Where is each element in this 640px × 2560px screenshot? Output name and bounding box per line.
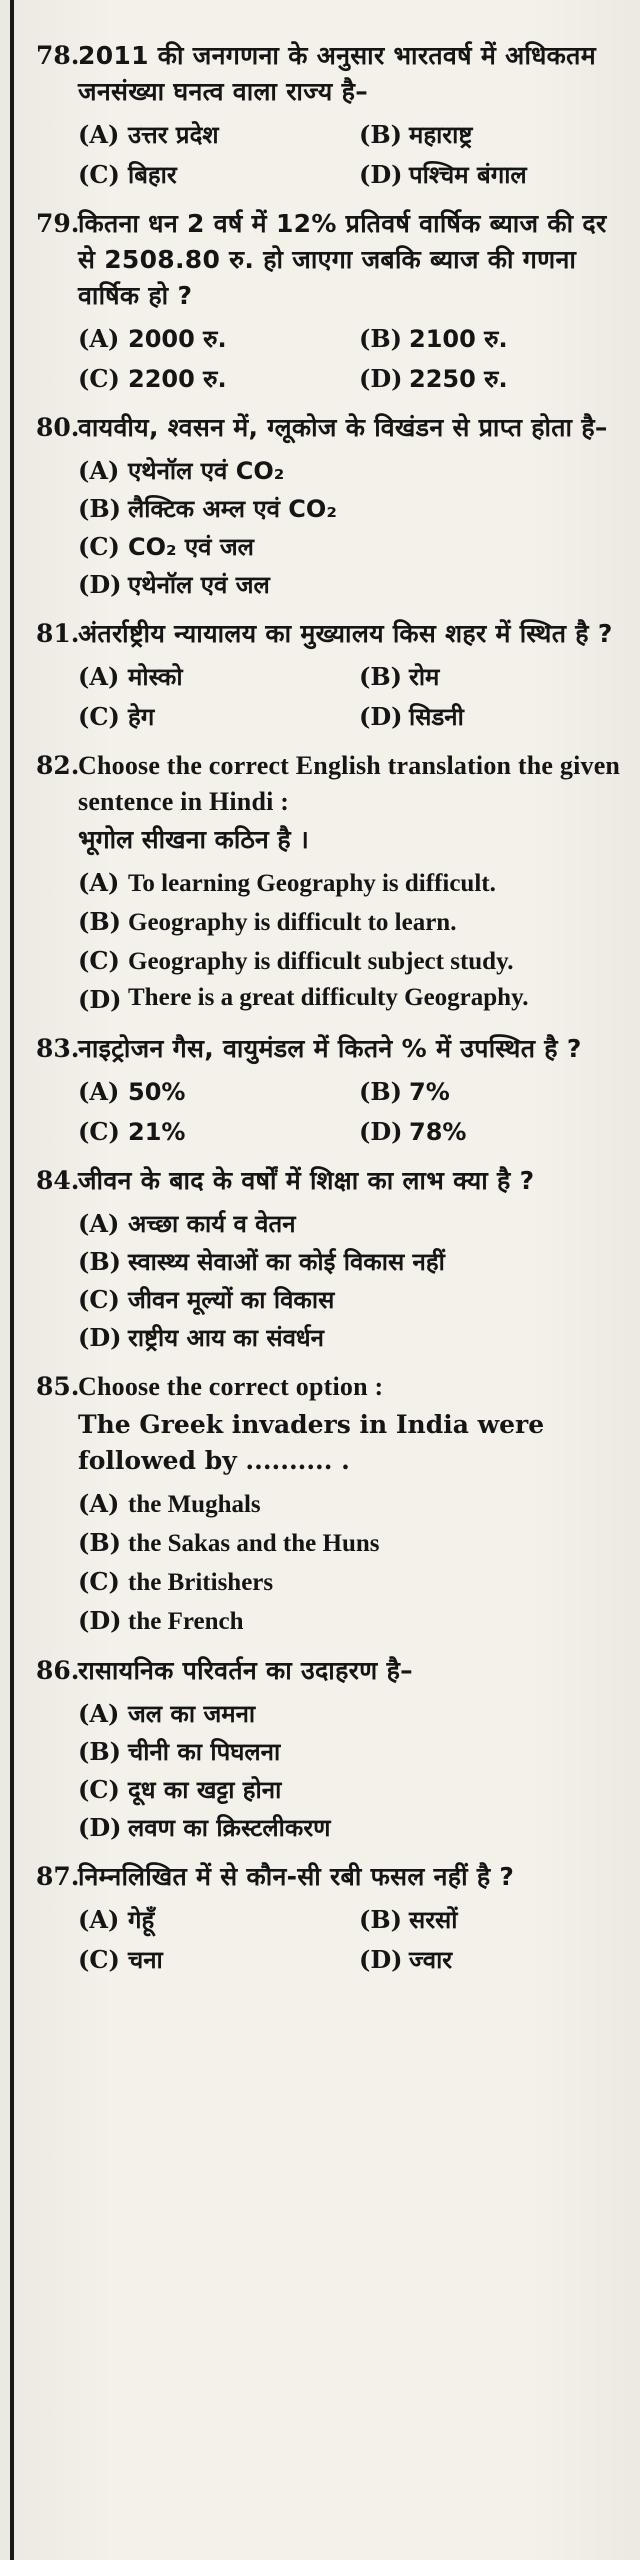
option-d: [359, 360, 622, 398]
option-a: [78, 1205, 622, 1243]
question-80: [18, 410, 622, 604]
option-label: (A): [78, 324, 120, 353]
option-label: (A): [78, 662, 120, 691]
option-label: (A): [78, 1489, 120, 1518]
option-text: 2000 रु.: [128, 325, 227, 353]
option-c: [78, 942, 622, 981]
option-text: एथेनॉल एवं जल: [128, 571, 270, 599]
option-a: [78, 1695, 622, 1733]
option-label: (D): [78, 1606, 122, 1635]
option-a: [78, 1485, 622, 1524]
option-text: ज्वार: [409, 1946, 453, 1974]
question-85: [18, 1369, 622, 1641]
options: [78, 658, 622, 736]
question-text: Choose the correct English translation the given sentence in Hindi :: [78, 751, 621, 816]
option-text: सरसों: [409, 1906, 458, 1934]
question-subtext: भूगोल सीखना कठिन है ।: [78, 825, 309, 854]
options: [78, 1901, 622, 1979]
option-text: पश्चिम बंगाल: [409, 161, 527, 189]
option-text: मोस्को: [128, 663, 183, 691]
option-label: (D): [78, 1813, 122, 1842]
option-a: [78, 452, 622, 490]
question-number: 79.: [36, 209, 80, 238]
option-a: [78, 658, 341, 696]
question-text: रासायनिक परिवर्तन का उदाहरण है–: [78, 1656, 413, 1685]
option-label: (A): [78, 1209, 120, 1238]
option-label: (D): [78, 570, 122, 599]
option-d: [78, 1602, 622, 1641]
option-label: (C): [78, 1117, 120, 1146]
option-label: (A): [78, 456, 120, 485]
question-text: वायवीय, श्वसन में, ग्लूकोज के विखंडन से प्राप्त होता है–: [78, 413, 608, 442]
option-text: 21%: [128, 1118, 186, 1146]
option-b: [359, 1073, 622, 1111]
options: [78, 1205, 622, 1357]
options: [78, 1695, 622, 1847]
question-87: [18, 1859, 622, 1979]
question-number: 81.: [36, 619, 80, 648]
option-b: [359, 320, 622, 358]
option-label: (D): [359, 1117, 403, 1146]
option-text: 2250 रु.: [409, 365, 508, 393]
option-text: the French: [128, 1608, 244, 1635]
option-text: the Mughals: [128, 1491, 261, 1518]
option-label: (C): [78, 946, 120, 975]
question-83: [18, 1031, 622, 1151]
option-text: Geography is difficult to learn.: [128, 909, 457, 936]
option-label: (B): [359, 1077, 402, 1106]
option-label: (A): [78, 120, 120, 149]
option-text: 78%: [409, 1118, 467, 1146]
option-b: [78, 490, 622, 528]
option-text: 2100 रु.: [409, 325, 508, 353]
option-text: महाराष्ट्र: [409, 121, 473, 149]
option-label: (B): [359, 662, 402, 691]
question-84: [18, 1163, 622, 1357]
option-label: (D): [359, 702, 403, 731]
option-c: [78, 1563, 622, 1602]
option-d: [78, 1809, 622, 1847]
option-label: (D): [359, 160, 403, 189]
option-d: [78, 1319, 622, 1357]
question-text: नाइट्रोजन गैस, वायुमंडल में कितने % में उपस्थित है ?: [78, 1034, 582, 1063]
option-text: चीनी का पिघलना: [128, 1738, 281, 1766]
option-text: अच्छा कार्य व वेतन: [128, 1210, 296, 1238]
option-label: (C): [78, 702, 120, 731]
option-a: [78, 864, 622, 903]
option-text: उत्तर प्रदेश: [128, 121, 219, 149]
option-label: (C): [78, 1945, 120, 1974]
option-text: बिहार: [128, 161, 177, 189]
option-text: चना: [128, 1946, 163, 1974]
option-d: [78, 566, 622, 604]
option-label: (B): [359, 1905, 402, 1934]
question-78: [18, 38, 622, 194]
option-text: There is a great difficulty Geography.: [128, 984, 529, 1011]
option-c: [78, 360, 341, 398]
options: [78, 864, 622, 1019]
option-c: [78, 528, 622, 566]
question-number: 78.: [36, 41, 80, 70]
option-b: [78, 1243, 622, 1281]
question-text: जीवन के बाद के वर्षों में शिक्षा का लाभ क्या है ?: [78, 1166, 535, 1195]
option-text: गेहूँ: [128, 1906, 155, 1934]
question-number: 85.: [36, 1372, 80, 1401]
option-text: हेग: [128, 703, 155, 731]
option-d: [359, 1941, 622, 1979]
option-label: (C): [78, 1775, 120, 1804]
options: [78, 1485, 622, 1641]
question-82: [18, 748, 622, 1019]
options: [78, 452, 622, 604]
option-text: जल का जमना: [128, 1700, 256, 1728]
option-d: [359, 156, 622, 194]
option-b: [359, 1901, 622, 1939]
question-number: 86.: [36, 1656, 80, 1685]
option-label: (D): [78, 1323, 122, 1352]
option-text: रोम: [409, 663, 440, 691]
option-c: [78, 698, 341, 736]
question-number: 82.: [36, 751, 80, 780]
question-text: कितना धन 2 वर्ष में 12% प्रतिवर्ष वार्षिक ब्याज की दर से 2508.80 रु. हो जाएगा जबकि ब्याज की गणना वार्षिक हो ?: [78, 209, 607, 310]
option-c: [78, 1113, 341, 1151]
option-label: (B): [78, 907, 121, 936]
question-text: Choose the correct option :: [78, 1372, 384, 1401]
question-text: अंतर्राष्ट्रीय न्यायालय का मुख्यालय किस शहर में स्थित है ?: [78, 619, 613, 648]
question-number: 80.: [36, 413, 80, 442]
question-number: 87.: [36, 1862, 80, 1891]
option-label: (B): [78, 1737, 121, 1766]
option-label: (D): [359, 364, 403, 393]
option-label: (C): [78, 1567, 120, 1596]
question-text: निम्नलिखित में से कौन-सी रबी फसल नहीं है ?: [78, 1862, 515, 1891]
option-text: CO₂ एवं जल: [128, 533, 254, 561]
option-label: (A): [78, 1699, 120, 1728]
option-a: [78, 1901, 341, 1939]
option-d: [78, 981, 622, 1019]
option-c: [78, 1771, 622, 1809]
option-label: (D): [78, 985, 122, 1014]
option-text: To learning Geography is difficult.: [128, 870, 496, 897]
option-b: [359, 116, 622, 154]
option-text: Geography is difficult subject study.: [128, 948, 514, 975]
option-a: [78, 320, 341, 358]
option-label: (D): [359, 1945, 403, 1974]
option-text: 2200 रु.: [128, 365, 227, 393]
option-text: लवण का क्रिस्टलीकरण: [128, 1814, 331, 1842]
option-text: the Britishers: [128, 1569, 274, 1596]
option-c: [78, 1281, 622, 1319]
options: [78, 116, 622, 194]
option-label: (A): [78, 1077, 120, 1106]
option-text: 7%: [409, 1078, 450, 1106]
question-86: [18, 1653, 622, 1847]
option-text: एथेनॉल एवं CO₂: [128, 457, 285, 485]
option-a: [78, 1073, 341, 1111]
option-text: स्वास्थ्य सेवाओं का कोई विकास नहीं: [128, 1248, 445, 1276]
option-label: (C): [78, 160, 120, 189]
option-text: सिडनी: [409, 703, 464, 731]
question-number: 84.: [36, 1166, 80, 1195]
options: [78, 320, 622, 398]
left-margin-rule: [10, 0, 14, 2560]
option-d: [359, 1113, 622, 1151]
question-81: [18, 616, 622, 736]
option-b: [78, 1524, 622, 1563]
option-label: (B): [78, 1247, 121, 1276]
option-label: (A): [78, 1905, 120, 1934]
option-text: जीवन मूल्यों का विकास: [128, 1286, 335, 1314]
question-text: 2011 की जनगणना के अनुसार भारतवर्ष में अधिकतम जनसंख्या घनत्व वाला राज्य है–: [78, 41, 596, 106]
option-label: (B): [78, 1528, 121, 1557]
option-label: (C): [78, 1285, 120, 1314]
options: [78, 1073, 622, 1151]
option-text: 50%: [128, 1078, 186, 1106]
option-label: (A): [78, 868, 120, 897]
option-c: [78, 156, 341, 194]
option-label: (C): [78, 532, 120, 561]
option-text: दूध का खट्टा होना: [128, 1776, 282, 1804]
option-label: (C): [78, 364, 120, 393]
option-label: (B): [359, 324, 402, 353]
question-79: [18, 206, 622, 398]
option-text: राष्ट्रीय आय का संवर्धन: [128, 1324, 324, 1352]
option-label: (B): [78, 494, 121, 523]
option-text: लैक्टिक अम्ल एवं CO₂: [128, 495, 337, 523]
option-d: [359, 698, 622, 736]
option-a: [78, 116, 341, 154]
question-number: 83.: [36, 1034, 80, 1063]
question-subtext: The Greek invaders in India were followed by .......... .: [78, 1410, 545, 1475]
option-b: [359, 658, 622, 696]
option-label: (B): [359, 120, 402, 149]
option-c: [78, 1941, 341, 1979]
option-b: [78, 1733, 622, 1771]
option-text: the Sakas and the Huns: [128, 1530, 380, 1557]
option-b: [78, 903, 622, 942]
